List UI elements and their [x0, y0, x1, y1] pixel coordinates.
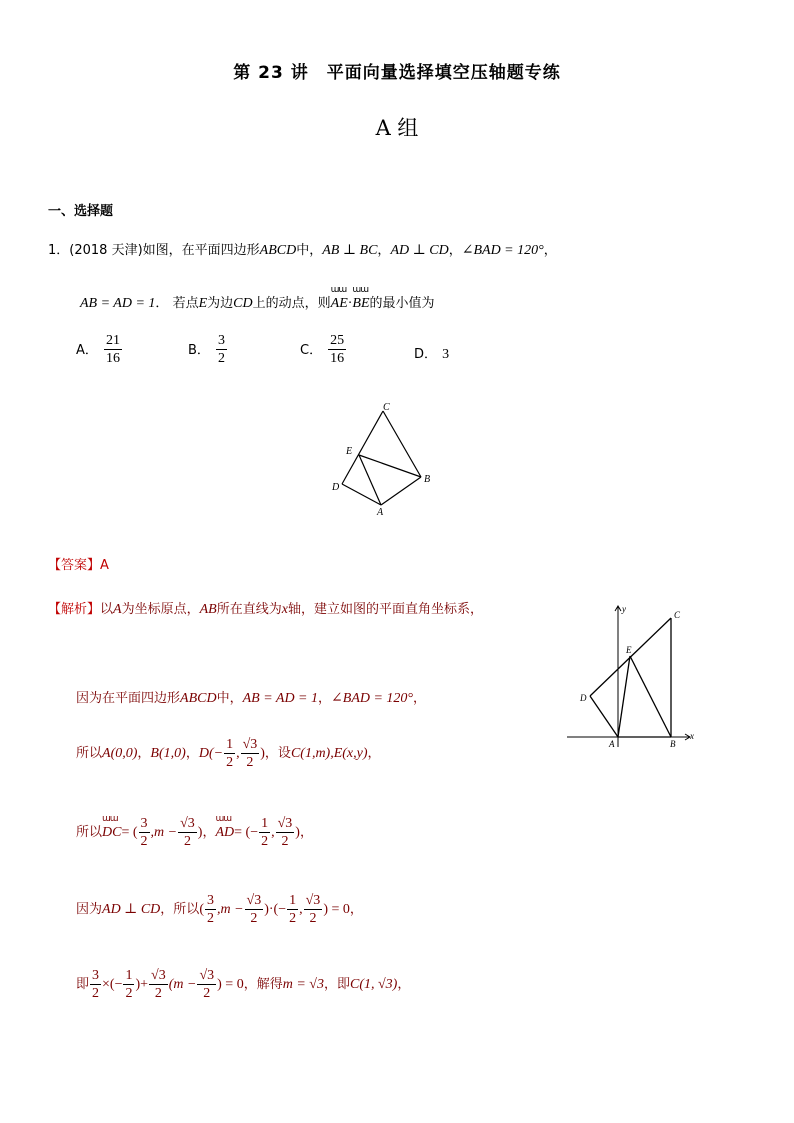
numerator: 3 [206, 893, 214, 908]
punct: ， [185, 746, 199, 761]
punct: ， [349, 902, 363, 917]
math-x: x [281, 602, 288, 617]
denominator: 2 [281, 834, 289, 849]
math-angle: ∠BAD = 120° [331, 691, 414, 706]
analysis-tag: 【解析】 [48, 602, 101, 617]
numerator: √3 [151, 968, 166, 983]
math-op: )+ [135, 977, 149, 992]
denominator: 2 [226, 755, 234, 770]
math-point-b: B(1,0) [150, 746, 186, 761]
option-c[interactable] [300, 332, 347, 367]
analysis-text: ，即 [323, 977, 350, 992]
math-point-e: E(x,y) [333, 746, 368, 761]
analysis-text: 即 [76, 977, 90, 992]
denominator: 2 [92, 986, 100, 1001]
denominator: 2 [140, 834, 148, 849]
vector-label: AE [330, 296, 348, 311]
math-op: ,m − [150, 825, 178, 840]
analysis-text: 中， [216, 691, 243, 706]
punct: ) [295, 825, 300, 840]
vector-label: DC [102, 825, 122, 840]
option-value: 3 [442, 347, 450, 362]
answer-value: A [100, 558, 109, 573]
numerator: √3 [277, 816, 293, 831]
math-quad: ABCD [180, 691, 217, 706]
numerator: 1 [125, 968, 133, 983]
segment-be [359, 455, 421, 477]
fraction [241, 736, 260, 771]
figure-coordinate-system [562, 600, 702, 752]
math-point-a: A(0,0) [102, 746, 138, 761]
punct: ， [318, 691, 332, 706]
dot-operator: · [347, 296, 353, 311]
math-point-d: D(− [198, 746, 224, 761]
option-label: B． [188, 343, 210, 358]
numerator: 3 [140, 816, 148, 831]
option-d[interactable] [414, 343, 449, 363]
fraction [205, 892, 216, 927]
question-text: 为边 [207, 296, 234, 311]
vector-dc [102, 814, 122, 841]
punct: ， [299, 825, 313, 840]
option-value [104, 332, 122, 367]
denominator: 2 [154, 986, 162, 1001]
label-a: A [377, 507, 384, 518]
fraction [287, 892, 298, 927]
fraction [178, 815, 197, 850]
math-a: A [113, 602, 122, 617]
fraction [224, 736, 235, 771]
section-heading: 一、选择题 [48, 204, 114, 219]
question-line-2 [80, 285, 435, 312]
math-op: ,m − [216, 902, 244, 917]
math-point-c: C(1, √3) [349, 977, 398, 992]
analysis-line-6 [76, 967, 410, 1002]
numerator: √3 [242, 737, 258, 752]
numerator: √3 [199, 968, 215, 983]
option-label: A． [76, 343, 98, 358]
label-e: E [346, 446, 353, 457]
label-x-axis: x [690, 731, 694, 741]
question-text: 若点 [172, 296, 199, 311]
analysis-line-4 [76, 815, 313, 850]
fraction [276, 815, 295, 850]
analysis-line-3 [76, 736, 381, 771]
analysis-text: ，所以 [160, 902, 200, 917]
analysis-text: 所以 [76, 746, 103, 761]
label-d: D [580, 693, 587, 703]
punct: ， [367, 746, 381, 761]
analysis-text: 因为在平面四边形 [76, 691, 181, 706]
punct: , [271, 825, 275, 840]
label-c: C [674, 610, 681, 620]
fraction [90, 967, 101, 1002]
numerator: 1 [261, 816, 269, 831]
denominator: 2 [125, 986, 133, 1001]
punct: ， [543, 243, 557, 258]
numerator: √3 [305, 893, 321, 908]
math-perp: AD ⊥ CD [102, 902, 161, 917]
analysis-text: ，设 [264, 746, 291, 761]
denominator: 2 [261, 834, 269, 849]
label-y-axis: y [622, 604, 626, 614]
punct: , [236, 746, 240, 761]
denominator: 16 [330, 351, 345, 366]
option-value [328, 332, 346, 367]
punct: ， [448, 243, 462, 258]
edge-da [590, 696, 618, 737]
numerator: 25 [330, 333, 345, 348]
label-c: C [383, 402, 390, 413]
numerator: 1 [226, 737, 234, 752]
numerator: √3 [180, 816, 195, 831]
math-cond-1: AB ⊥ BC [322, 243, 378, 258]
punct: , [299, 902, 303, 917]
option-a[interactable] [76, 332, 123, 367]
edge-ad [342, 484, 381, 505]
denominator: 2 [289, 911, 297, 926]
punct: ) [197, 825, 203, 840]
edge-cb [383, 411, 421, 477]
fraction [259, 815, 270, 850]
denominator: 2 [246, 755, 254, 770]
analysis-line-2 [76, 687, 426, 707]
numerator: 3 [218, 333, 226, 348]
group-heading: A 组 [375, 116, 419, 140]
question-source: (2018 天津) [69, 243, 143, 258]
math-point-c: C(1,m), [290, 746, 334, 761]
vector-arrow-glyph: ɯɯ [215, 814, 232, 824]
punct: ， [137, 746, 151, 761]
label-a: A [609, 739, 615, 749]
punct: ， [397, 977, 411, 992]
analysis-text: 所在直线为 [216, 602, 282, 617]
denominator: 2 [218, 351, 226, 366]
math-op: ) = 0 [323, 902, 350, 917]
fraction [149, 967, 168, 1002]
math-op: ) = 0 [217, 977, 244, 992]
numerator: 1 [289, 893, 297, 908]
option-label: D． [414, 347, 438, 362]
numerator: 3 [92, 968, 100, 983]
vector-arrow-glyph: ɯɯ [330, 285, 347, 295]
analysis-text: 所以 [76, 825, 103, 840]
math-op: ×(− [102, 977, 123, 992]
numerator: 21 [106, 333, 120, 348]
page-title: 第 23 讲 平面向量选择填空压轴题专练 [233, 63, 561, 83]
fraction [197, 967, 216, 1002]
segment-ae [359, 455, 381, 505]
math-op: )·(− [264, 902, 287, 917]
punct: ， [413, 691, 427, 706]
math-ab: AB [199, 602, 217, 617]
label-b: B [670, 739, 676, 749]
denominator: 2 [309, 911, 317, 926]
figure-quadrilateral [326, 398, 438, 518]
math-quad: ABCD [259, 243, 297, 258]
vector-label: BE [352, 296, 370, 311]
option-label: C． [300, 343, 323, 358]
analysis-text: ，解得 [243, 977, 283, 992]
label-b: B [424, 474, 431, 485]
question-text: 上的动点，则 [252, 296, 331, 311]
numerator: √3 [246, 893, 262, 908]
question-number: 1． [48, 243, 70, 258]
fraction [139, 815, 150, 850]
punct: ， [202, 825, 216, 840]
vector-be [352, 285, 370, 312]
math-op: = ( [121, 825, 138, 840]
math-cond-4: AB = AD = 1 [80, 296, 156, 311]
answer-line [48, 554, 109, 573]
denominator: 2 [250, 911, 258, 926]
analysis-text: 以 [100, 602, 114, 617]
option-b[interactable] [188, 332, 228, 367]
question-text: 中， [296, 243, 323, 258]
punct: ) [260, 746, 265, 761]
label-e: E [626, 645, 632, 655]
math-op: = (− [234, 825, 259, 840]
fraction [304, 892, 323, 927]
analysis-line-1 [48, 598, 483, 618]
vector-arrow-glyph: ɯɯ [352, 285, 368, 295]
math-eq: AB = AD = 1 [242, 691, 319, 706]
punct: ． [155, 296, 169, 311]
denominator: 2 [206, 911, 214, 926]
math-result: m = √3 [282, 977, 324, 992]
answer-tag: 【答案】 [48, 558, 101, 573]
vector-label: AD [215, 825, 235, 840]
question-text: 如图，在平面四边形 [142, 243, 260, 258]
vector-ae [330, 285, 348, 312]
question-line-1 [48, 239, 557, 259]
math-op: (m − [168, 977, 197, 992]
question-text: 的最小值为 [369, 296, 435, 311]
vector-ad [215, 814, 235, 841]
vector-arrow-glyph: ɯɯ [102, 814, 118, 824]
denominator: 2 [203, 986, 211, 1001]
math-cond-2: AD ⊥ CD [390, 243, 449, 258]
denominator: 2 [183, 834, 191, 849]
denominator: 16 [106, 351, 120, 366]
punct: ( [199, 902, 204, 917]
analysis-text: 为坐标原点， [121, 602, 200, 617]
segment-be [630, 656, 671, 737]
math-edge: CD [233, 296, 253, 311]
fraction [123, 967, 134, 1002]
option-value [216, 332, 227, 367]
math-cond-3: ∠BAD = 120° [461, 243, 544, 258]
label-d: D [332, 482, 340, 493]
math-point-e: E [198, 296, 208, 311]
analysis-line-5 [76, 892, 363, 927]
punct: ， [377, 243, 391, 258]
analysis-text: 轴，建立如图的平面直角坐标系， [287, 602, 483, 617]
analysis-text: 因为 [76, 902, 103, 917]
fraction [245, 892, 264, 927]
edge-ba [381, 477, 421, 505]
